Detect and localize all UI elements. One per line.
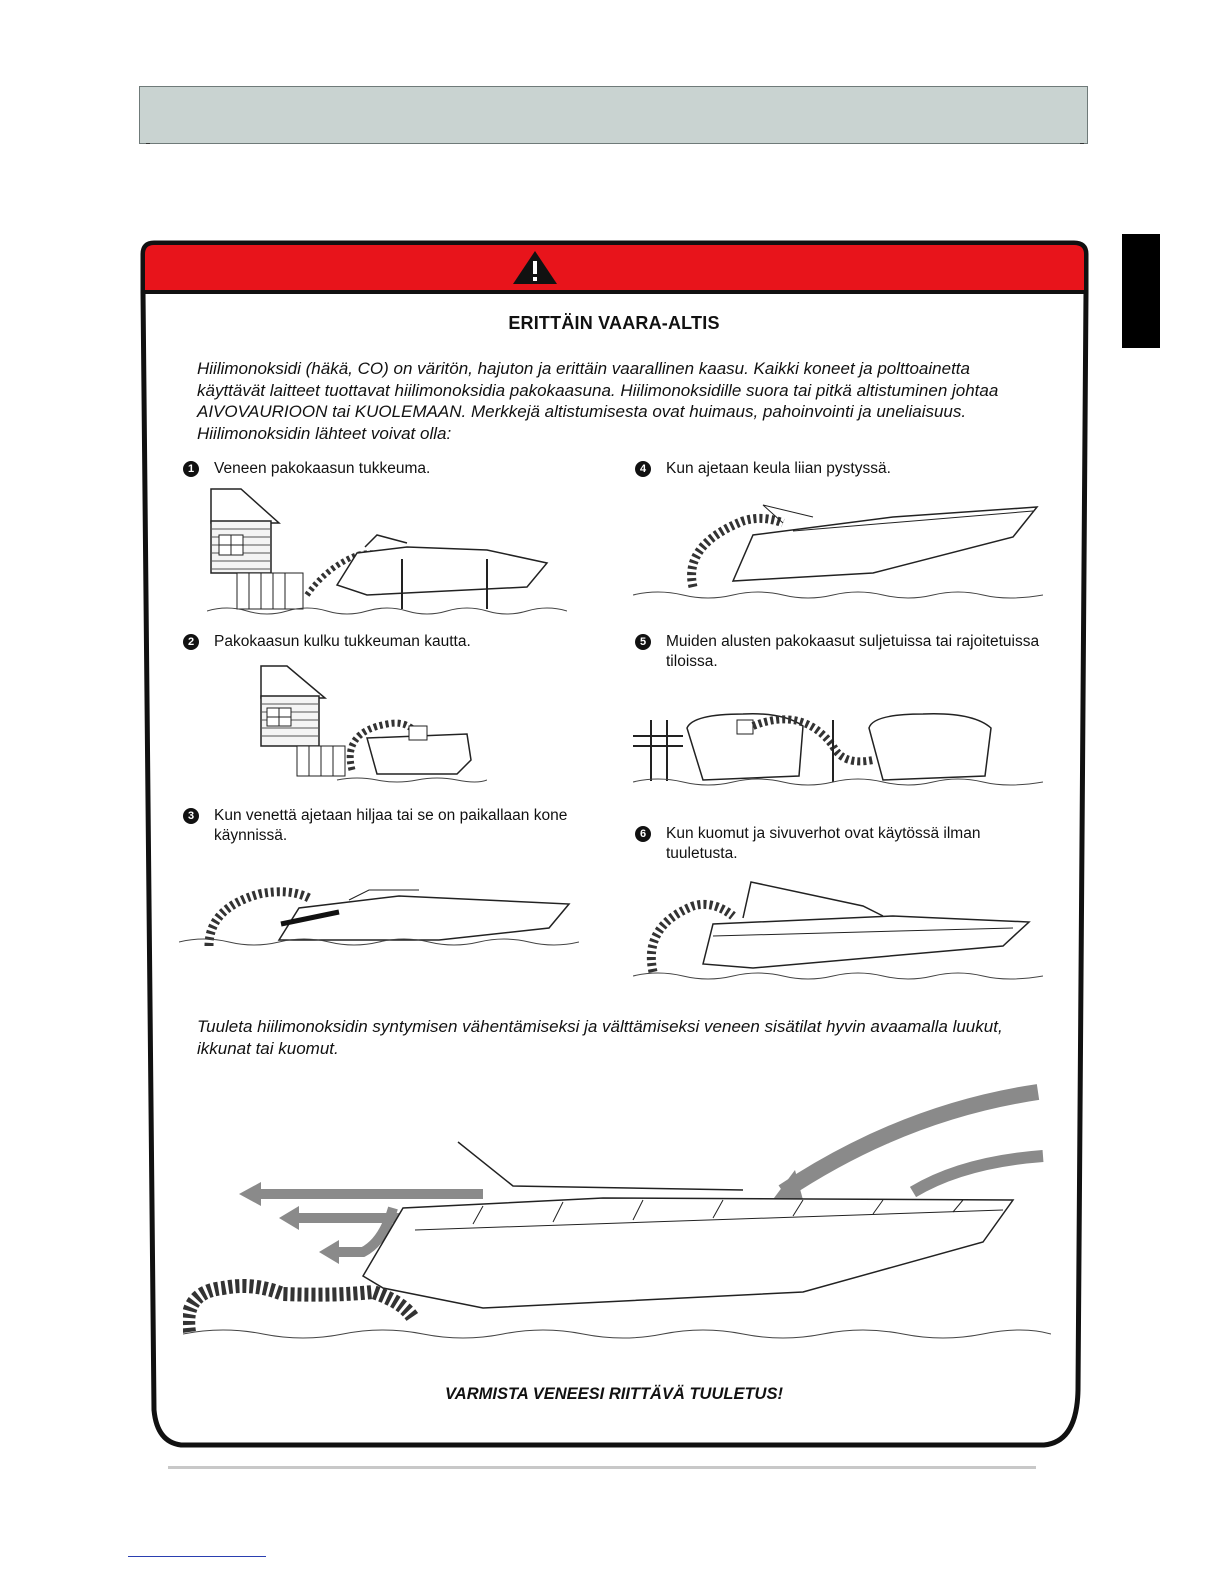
item-number-badge: 4 bbox=[635, 461, 651, 477]
item-number-badge: 6 bbox=[635, 826, 651, 842]
item-number-badge: 5 bbox=[635, 634, 651, 650]
co-source-item-1 bbox=[183, 459, 563, 479]
co-source-item-5 bbox=[635, 632, 1055, 672]
co-source-item-2 bbox=[183, 632, 563, 652]
footer-link-underline bbox=[128, 1556, 266, 1557]
warning-panel bbox=[139, 240, 1089, 1450]
header-tick-left bbox=[146, 143, 150, 144]
ventilated-boat-illustration bbox=[183, 1082, 1051, 1352]
ventilation-instructions: Tuuleta hiilimonoksidin syntymisen vähentämiseksi ja välttämiseksi veneen sisätilat hyvin avaamalla luukut, ikkunat tai kuomut. bbox=[197, 1017, 1003, 1058]
item-text: Kun venettä ajetaan hiljaa tai se on paikallaan kone käynnissä. bbox=[214, 807, 568, 844]
canvas-enclosed-illustration bbox=[633, 876, 1043, 986]
ventilation-reminder: VARMISTA VENEESI RIITTÄVÄ TUULETUS! bbox=[445, 1385, 783, 1403]
item-text: Veneen pakokaasun tukkeuma. bbox=[214, 460, 431, 477]
item-text: Kun ajetaan keula liian pystyssä. bbox=[666, 460, 891, 477]
warning-triangle-icon bbox=[511, 248, 559, 286]
exhaust-through-blockage-illustration bbox=[257, 662, 487, 787]
intro-paragraph: Hiilimonoksidi (häkä, CO) on väritön, hajuton ja erittäin vaarallinen kaasu. Kaikki koneet ja polttoainetta käyttävät laitteet tuottavat hiilimonoksidia pakokaasuna. Hiilimonoksidille suora tai pitkä altistuminen johtaa AIVOVAURIOON tai KUOLEMAAN. Merkkejä altistumisesta ovat huimaus, pahoinvointi ja uneliaisuus. Hiilimonoksidin lähteet voivat olla: bbox=[197, 359, 999, 443]
item-number-badge: 1 bbox=[183, 461, 199, 477]
section-tab-marker bbox=[1122, 234, 1160, 348]
idling-boat-illustration bbox=[179, 878, 579, 968]
warning-title: ERITTÄIN VAARA-ALTIS bbox=[508, 313, 720, 333]
co-source-item-6 bbox=[635, 824, 1055, 864]
blocked-exhaust-illustration bbox=[207, 485, 567, 620]
co-source-item-4 bbox=[635, 459, 1055, 479]
header-tick-right bbox=[1080, 143, 1084, 144]
footer-rule bbox=[168, 1466, 1036, 1469]
other-vessels-exhaust-illustration bbox=[633, 706, 1043, 796]
item-number-badge: 2 bbox=[183, 634, 199, 650]
item-text: Pakokaasun kulku tukkeuman kautta. bbox=[214, 633, 471, 650]
header-bar bbox=[139, 86, 1088, 144]
item-text: Kun kuomut ja sivuverhot ovat käytössä ilman tuuletusta. bbox=[666, 825, 981, 862]
co-source-item-3 bbox=[183, 806, 603, 846]
item-text: Muiden alusten pakokaasut suljetuissa tai rajoitetuissa tiloissa. bbox=[666, 633, 1040, 670]
item-number-badge: 3 bbox=[183, 808, 199, 824]
bow-high-illustration bbox=[633, 495, 1043, 605]
